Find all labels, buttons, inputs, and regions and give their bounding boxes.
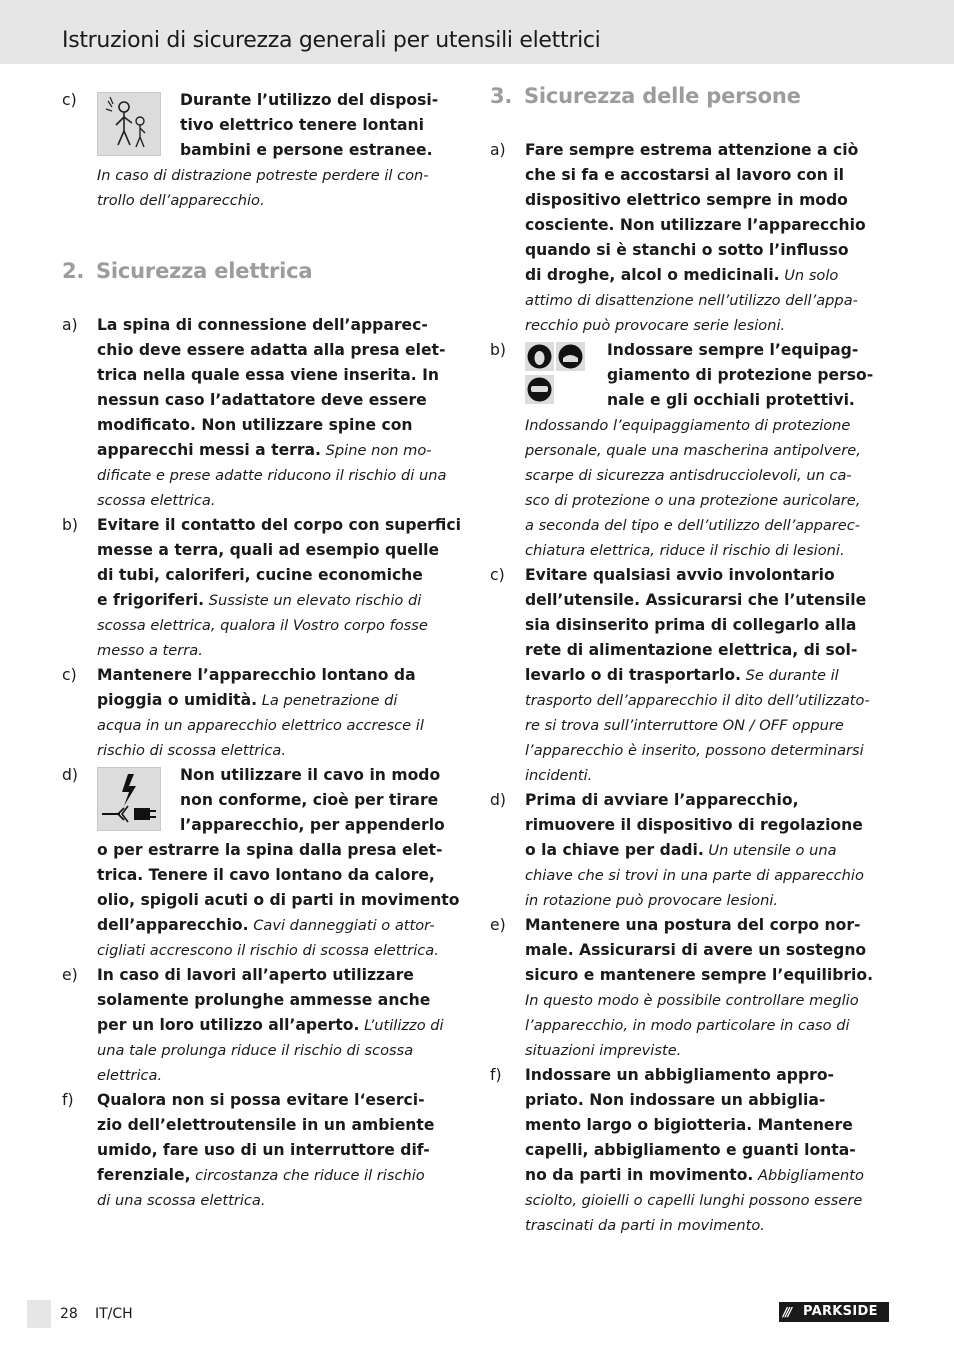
brand-stripes: /// <box>783 1305 791 1319</box>
text-line <box>97 588 471 613</box>
item-letter: e) <box>62 966 78 984</box>
italic-text: Se durante il <box>741 667 839 684</box>
b-icon-line: nale e gli occhiali protettivi. <box>607 391 855 409</box>
section-title: Sicurezza elettrica <box>96 259 313 283</box>
item-body <box>525 913 897 1063</box>
item-body <box>97 663 471 763</box>
text-line <box>97 688 471 713</box>
text-line <box>97 1163 471 1188</box>
item-body <box>525 1063 897 1238</box>
italic-text: chiave che si trovi in una parte di apparecchio <box>525 867 864 884</box>
text-line <box>97 988 471 1013</box>
text-line <box>97 838 477 863</box>
text-line <box>97 913 477 938</box>
item-letter: f) <box>490 1066 502 1084</box>
text-line <box>525 613 897 638</box>
text-line <box>525 438 905 463</box>
bold-text: capelli, abbigliamento e guanti lonta- <box>525 1141 856 1159</box>
list-item <box>490 913 892 1063</box>
text-line <box>525 763 897 788</box>
italic-text: L’utilizzo di <box>359 1017 444 1034</box>
b-lines <box>525 413 905 563</box>
italic-text: recchio può provocare serie lesioni. <box>525 317 786 334</box>
text-line <box>525 563 897 588</box>
text-line <box>525 838 897 863</box>
text-line <box>525 413 905 438</box>
text-line <box>525 1138 897 1163</box>
italic-text: cigliati accrescono il rischio di scossa elettrica. <box>97 942 439 959</box>
text-line <box>525 1013 897 1038</box>
list-item <box>62 313 466 513</box>
item-letter: b) <box>490 341 506 359</box>
bold-text: ferenziale, <box>97 1166 191 1184</box>
section-title: Sicurezza delle persone <box>524 84 801 108</box>
text-line <box>525 888 897 913</box>
bold-text: no da parti in movimento. <box>525 1166 754 1184</box>
list-item <box>490 138 892 338</box>
brand-name: PARKSIDE <box>803 1304 878 1319</box>
text-line <box>97 1013 471 1038</box>
bold-text: di droghe, alcol o medicinali. <box>525 266 780 284</box>
bold-text: per un loro utilizzo all’aperto. <box>97 1016 360 1034</box>
text-line <box>525 463 905 488</box>
text-line <box>97 438 471 463</box>
text-line <box>525 263 897 288</box>
section-heading-personal-safety <box>490 84 801 108</box>
item-letter: d) <box>62 766 78 784</box>
text-line <box>525 163 897 188</box>
section-number: 3. <box>490 84 513 108</box>
text-line <box>525 313 897 338</box>
italic-text: dificate e prese adatte riducono il rischio di una <box>97 467 447 484</box>
text-line <box>525 1063 897 1088</box>
b-icon-line: giamento di protezione perso- <box>607 366 874 384</box>
bold-text: sia disinserito prima di collegarlo alla <box>525 616 857 634</box>
list-item-d-cable <box>62 763 466 963</box>
italic-text: Indossando l’equipaggiamento di protezione <box>525 417 851 434</box>
italic-text: a seconda del tipo e dell’utilizzo dell’apparec- <box>525 517 861 534</box>
text-line <box>97 413 471 438</box>
item-body <box>525 138 897 338</box>
item-body <box>97 513 471 663</box>
text-line <box>97 363 471 388</box>
bold-text: dell’apparecchio. <box>97 916 249 934</box>
text-line <box>97 663 471 688</box>
text-line <box>97 638 471 663</box>
italic-text: Un utensile o una <box>703 842 837 859</box>
italic-text: Abbigliamento <box>753 1167 864 1184</box>
item-letter: c) <box>62 666 77 684</box>
bold-text: cosciente. Non utilizzare l’apparecchio <box>525 216 866 234</box>
text-line <box>525 963 897 988</box>
italic-text: sco di protezione o una protezione auricolare, <box>525 492 861 509</box>
italic-text: scarpe di sicurezza antisdrucciolevoli, un ca- <box>525 467 852 484</box>
italic-text: incidenti. <box>525 767 593 784</box>
bold-text: pioggia o umidità. <box>97 691 258 709</box>
bold-text: quando si è stanchi o sotto l’influsso <box>525 241 849 259</box>
bold-text: In caso di lavori all’aperto utilizzare <box>97 966 414 984</box>
bold-text: male. Assicurarsi di avere un sostegno <box>525 941 867 959</box>
text-line <box>525 938 897 963</box>
c-top-italic-line: In caso di distrazione potreste perdere il con- <box>97 167 429 184</box>
italic-text: circostanza che riduce il rischio <box>190 1167 425 1184</box>
bold-text: rimuovere il dispositivo di regolazione <box>525 816 863 834</box>
list-item <box>62 513 466 663</box>
bold-text: nessun caso l’adattatore deve essere <box>97 391 427 409</box>
italic-text: l’apparecchio è inserito, possono determinarsi <box>525 742 864 759</box>
text-line <box>525 913 897 938</box>
italic-text: trasporto dell’apparecchio il dito dell’utilizzato- <box>525 692 870 709</box>
bold-text: sicuro e mantenere sempre l’equilibrio. <box>525 966 874 984</box>
italic-text: La penetrazione di <box>257 692 398 709</box>
parkside-logo <box>779 1302 889 1322</box>
text-line <box>97 938 477 963</box>
item-body <box>97 1088 471 1213</box>
text-line <box>97 313 471 338</box>
bold-text: levarlo o di trasportarlo. <box>525 666 742 684</box>
item-letter: f) <box>62 1091 74 1109</box>
italic-text: Un solo <box>779 267 839 284</box>
footer-page-box <box>27 1300 51 1328</box>
page-title: Istruzioni di sicurezza generali per utensili elettrici <box>62 28 601 53</box>
bold-text: che si fa e accostarsi al lavoro con il <box>525 166 844 184</box>
text-line <box>525 1038 897 1063</box>
text-line <box>97 738 471 763</box>
italic-text: Spine non mo- <box>320 442 432 459</box>
text-line <box>525 713 897 738</box>
c-top-bold-line: tivo elettrico tenere lontani <box>180 116 424 134</box>
bold-text: o per estrarre la spina dalla presa elet- <box>97 841 443 859</box>
text-line <box>525 188 897 213</box>
bold-text: Evitare il contatto del corpo con superfici <box>97 516 461 534</box>
italic-text: scossa elettrica, qualora il Vostro corpo fosse <box>97 617 428 634</box>
italic-text: rischio di scossa elettrica. <box>97 742 286 759</box>
text-line <box>525 1088 897 1113</box>
bold-text: olio, spigoli acuti o di parti in movimento <box>97 891 460 909</box>
text-line <box>525 988 897 1013</box>
text-line <box>525 638 897 663</box>
text-line <box>97 613 471 638</box>
italic-text: di una scossa elettrica. <box>97 1192 266 1209</box>
text-line <box>525 588 897 613</box>
text-line <box>525 1113 897 1138</box>
keep-children-away-icon <box>97 92 161 156</box>
bold-text: solamente prolunghe ammesse anche <box>97 991 431 1009</box>
locale-label: IT/CH <box>95 1306 133 1322</box>
list-item <box>490 563 892 788</box>
italic-text: messo a terra. <box>97 642 203 659</box>
list-item <box>62 963 466 1088</box>
page-number: 28 <box>60 1306 78 1322</box>
list-item-b-protective-equipment <box>490 338 894 568</box>
bold-text: chio deve essere adatta alla presa elet- <box>97 341 446 359</box>
text-line <box>525 863 897 888</box>
section-heading-electrical-safety <box>62 259 312 283</box>
text-line <box>97 388 471 413</box>
text-line <box>525 138 897 163</box>
bold-text: priato. Non indossare un abbiglia- <box>525 1091 826 1109</box>
list-item <box>62 1088 466 1213</box>
text-line <box>97 563 471 588</box>
list-item <box>62 663 466 763</box>
text-line <box>525 238 897 263</box>
italic-text: scossa elettrica. <box>97 492 216 509</box>
bold-text: messe a terra, quali ad esempio quelle <box>97 541 440 559</box>
item-letter: d) <box>490 791 506 809</box>
italic-text: In questo modo è possibile controllare meglio <box>525 992 859 1009</box>
bold-text: umido, fare uso di un interruttore dif- <box>97 1141 430 1159</box>
d-icon-line: Non utilizzare il cavo in modo <box>180 766 441 784</box>
bold-text: Evitare qualsiasi avvio involontario <box>525 566 835 584</box>
d-icon-line: non conforme, cioè per tirare <box>180 791 439 809</box>
italic-text: attimo di disattenzione nell’utilizzo dell’appa- <box>525 292 858 309</box>
italic-text: elettrica. <box>97 1067 163 1084</box>
text-line <box>97 1038 471 1063</box>
text-line <box>525 213 897 238</box>
section-number: 2. <box>62 259 85 283</box>
italic-text: l’apparecchio, in modo particolare in caso di <box>525 1017 850 1034</box>
protective-equipment-icons <box>525 342 587 406</box>
text-line <box>97 713 471 738</box>
italic-text: acqua in un apparecchio elettrico accresce il <box>97 717 424 734</box>
italic-text: Cavi danneggiati o attor- <box>248 917 435 934</box>
text-line <box>525 513 905 538</box>
item-body <box>97 963 471 1088</box>
text-line <box>525 813 897 838</box>
bold-text: rete di alimentazione elettrica, di sol- <box>525 641 858 659</box>
text-line <box>97 488 471 513</box>
italic-text: chiatura elettrica, riduce il rischio di lesioni. <box>525 542 845 559</box>
text-line <box>525 663 897 688</box>
bold-text: Mantenere l’apparecchio lontano da <box>97 666 416 684</box>
text-line <box>525 1163 897 1188</box>
text-line <box>525 738 897 763</box>
bold-text: Fare sempre estrema attenzione a ciò <box>525 141 859 159</box>
italic-text: sciolto, gioielli o capelli lunghi possono essere <box>525 1192 863 1209</box>
italic-text: personale, quale una mascherina antipolvere, <box>525 442 861 459</box>
c-top-bold-line: Durante l’utilizzo del disposi- <box>180 91 439 109</box>
bold-text: Prima di avviare l’apparecchio, <box>525 791 799 809</box>
bold-text: trica nella quale essa viene inserita. In <box>97 366 439 384</box>
bold-text: dispositivo elettrico sempre in modo <box>525 191 848 209</box>
bold-text: trica. Tenere il cavo lontano da calore, <box>97 866 435 884</box>
bold-text: dell’utensile. Assicurarsi che l’utensile <box>525 591 867 609</box>
bold-text: mento largo o bigiotteria. Mantenere <box>525 1116 853 1134</box>
cable-hazard-icon <box>97 767 161 831</box>
list-item <box>490 788 892 913</box>
bold-text: di tubi, caloriferi, cucine economiche <box>97 566 423 584</box>
text-line <box>525 1213 897 1238</box>
text-line <box>97 888 477 913</box>
bold-text: o la chiave per dadi. <box>525 841 704 859</box>
text-line <box>97 1188 471 1213</box>
bold-text: Indossare un abbigliamento appro- <box>525 1066 835 1084</box>
text-line <box>97 963 471 988</box>
bold-text: La spina di connessione dell’apparec- <box>97 316 428 334</box>
text-line <box>525 488 905 513</box>
italic-text: re si trova sull’interruttore ON / OFF oppure <box>525 717 844 734</box>
item-letter: c) <box>62 91 77 109</box>
d-lines <box>97 838 477 963</box>
text-line <box>97 1138 471 1163</box>
bold-text: Qualora non si possa evitare l‘eserci- <box>97 1091 425 1109</box>
bold-text: e frigoriferi. <box>97 591 205 609</box>
text-line <box>97 463 471 488</box>
c-top-bold-line: bambini e persone estranee. <box>180 141 433 159</box>
italic-text: in rotazione può provocare lesioni. <box>525 892 779 909</box>
item-letter: a) <box>62 316 78 334</box>
item-body <box>97 313 471 513</box>
text-line <box>525 788 897 813</box>
item-letter: a) <box>490 141 506 159</box>
text-line <box>97 1113 471 1138</box>
text-line <box>525 288 897 313</box>
list-item <box>490 1063 892 1238</box>
text-line <box>97 338 471 363</box>
list-item-c-children <box>62 88 466 213</box>
item-body <box>525 563 897 788</box>
italic-text: Sussiste un elevato rischio di <box>204 592 422 609</box>
item-letter: b) <box>62 516 78 534</box>
italic-text: una tale prolunga riduce il rischio di scossa <box>97 1042 414 1059</box>
bold-text: apparecchi messi a terra. <box>97 441 321 459</box>
italic-text: situazioni impreviste. <box>525 1042 682 1059</box>
item-letter: c) <box>490 566 505 584</box>
bold-text: zio dell’elettroutensile in un ambiente <box>97 1116 435 1134</box>
item-letter: e) <box>490 916 506 934</box>
bold-text: Mantenere una postura del corpo nor- <box>525 916 861 934</box>
text-line <box>97 863 477 888</box>
bold-text: modificato. Non utilizzare spine con <box>97 416 413 434</box>
text-line <box>97 538 471 563</box>
text-line <box>525 688 897 713</box>
text-line <box>97 513 471 538</box>
d-icon-line: l’apparecchio, per appenderlo <box>180 816 445 834</box>
item-body <box>525 788 897 913</box>
text-line <box>97 1063 471 1088</box>
text-line <box>525 1188 897 1213</box>
text-line <box>525 538 905 563</box>
text-line <box>97 1088 471 1113</box>
b-icon-line: Indossare sempre l’equipag- <box>607 341 859 359</box>
italic-text: trascinati da parti in movimento. <box>525 1217 765 1234</box>
c-top-italic-line: trollo dell’apparecchio. <box>97 192 265 209</box>
